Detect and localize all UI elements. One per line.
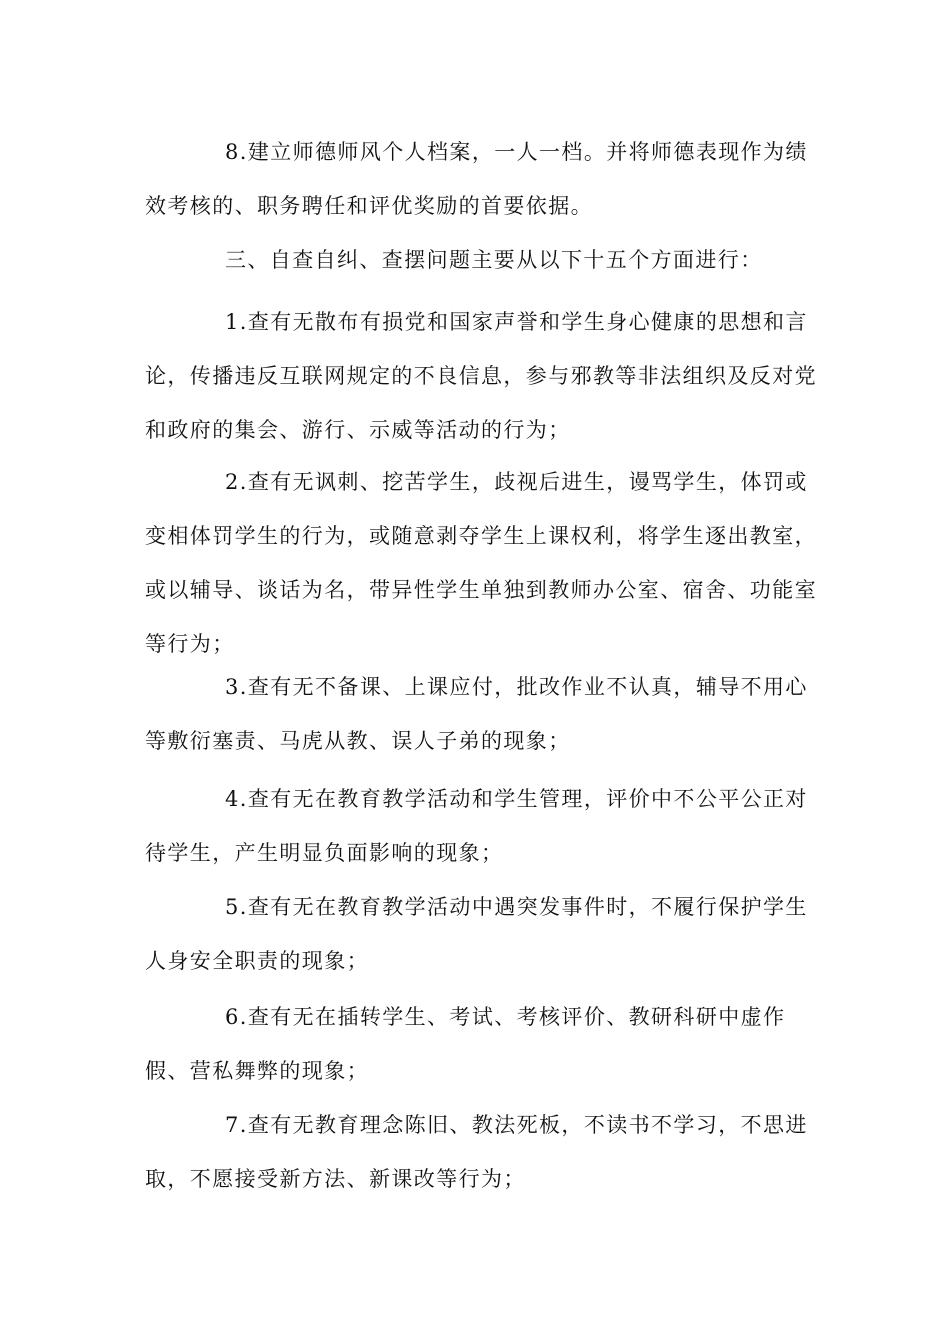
paragraph-item-1: 1.查有无散布有损党和国家声誉和学生身心健康的思想和言论，传播违反互联网规定的不良信息，参与邪教等非法组织及反对党和政府的集会、游行、示威等活动的行为； (145, 310, 817, 442)
paragraph-item-8: 8.建立师德师风个人档案，一人一档。并将师德表现作为绩效考核的、职务聘任和评优奖励的首要依据。 (145, 140, 808, 218)
paragraph-item-3: 3.查有无不备课、上课应付，批改作业不认真，辅导不用心等敷衍塞责、马虎从教、误人子弟的现象； (145, 675, 808, 753)
section-heading-three: 三、自查自纠、查摆问题主要从以下十五个方面进行： (225, 248, 763, 272)
paragraph-item-5: 5.查有无在教育教学活动中遇突发事件时，不履行保护学生人身安全职责的现象； (145, 895, 808, 973)
paragraph-item-6: 6.查有无在插转学生、考试、考核评价、教研科研中虚作假、营私舞弊的现象； (145, 1005, 786, 1083)
paragraph-item-2: 2.查有无讽刺、挖苦学生，歧视后进生，谩骂学生，体罚或变相体罚学生的行为，或随意剥夺学生上课权利，将学生逐出教室，或以辅导、谈话为名，带异性学生单独到教师办公室、宿舍、功能室等行为； (145, 470, 817, 656)
paragraph-item-7: 7.查有无教育理念陈旧、教法死板，不读书不学习，不思进取，不愿接受新方法、新课改等行为； (145, 1113, 808, 1191)
paragraph-item-4: 4.查有无在教育教学活动和学生管理，评价中不公平公正对待学生，产生明显负面影响的现象； (145, 787, 808, 865)
